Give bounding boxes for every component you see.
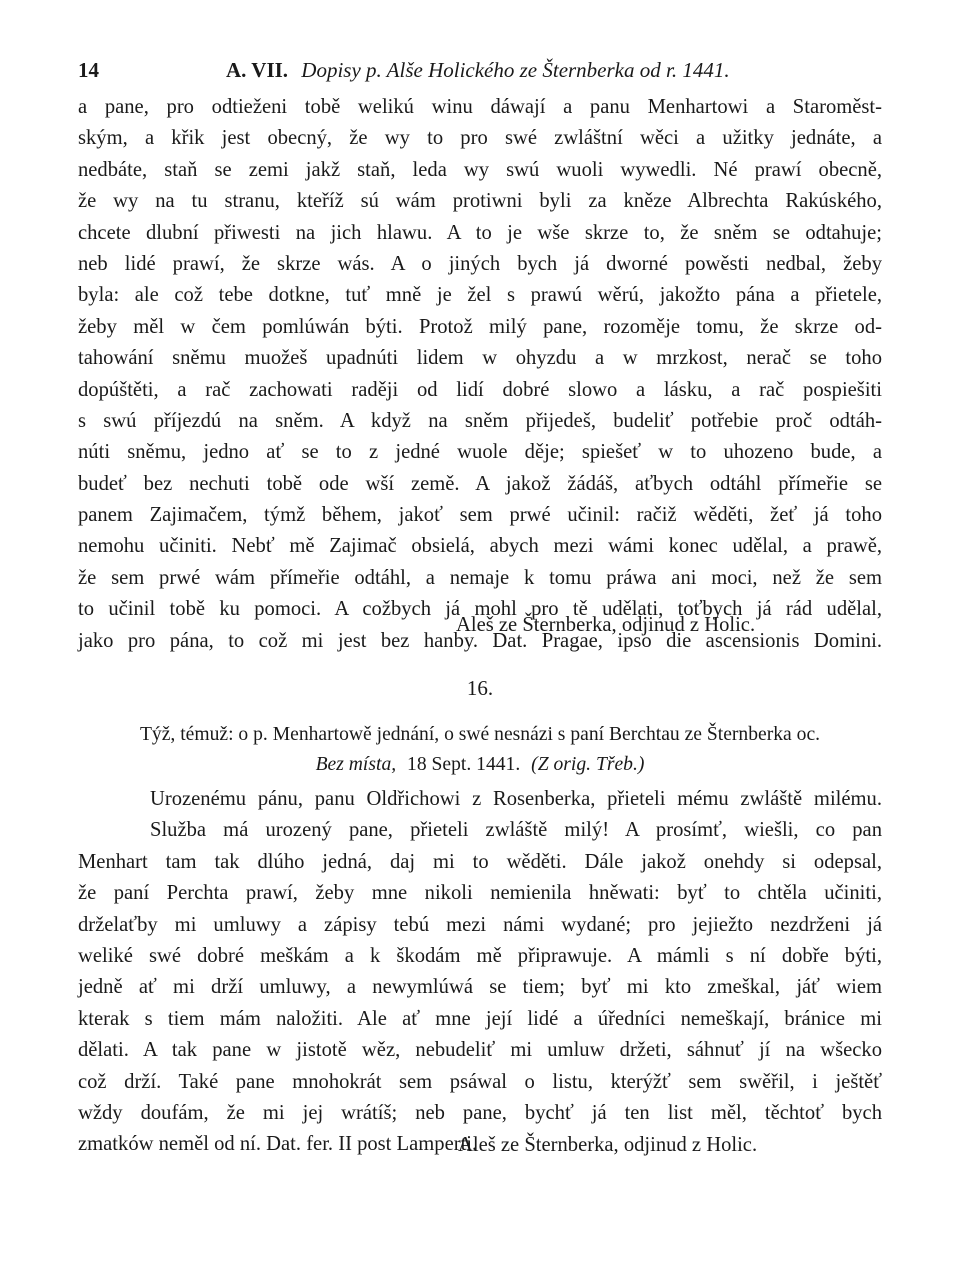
page-number: 14	[78, 58, 99, 82]
text-line: a pane, pro odtieženi tobě welikú winu dáwají a panu Menhartowi a Staroměst-	[78, 96, 882, 118]
text-line: byla: ale což tebe dotkne, tuť mně je žel s prawú wěrú, jakožto pána a přietele,	[78, 284, 882, 307]
text-line: žeby měl w čem pomlúwán býti. Protož milý pane, rozoměje tomu, že skrze od-	[78, 315, 882, 338]
text-line: což drží. Také pane mnohokrát sem psáwal o listu, kterýžť sem swěřil, i ještěť	[78, 1070, 882, 1093]
summary-meta	[80, 750, 880, 780]
running-head-title	[226, 58, 730, 83]
letter-15-body	[78, 92, 882, 657]
text-line: núti sněmu, jedno ať se to z jedné wuole děje; spiešeť w to uhozeno bude, a	[78, 441, 882, 464]
letter-16-body	[78, 784, 882, 1161]
text-line: jedně ať mi drží umluwy, a newymlúwá se tiem; byť mi kto zmeškal, jáť wiem	[78, 976, 882, 999]
text-line: že paní Perchta prawí, žeby mne nikoli nemienila hněwati: byť to chtěla učiniti,	[78, 882, 882, 905]
place-note: Bez místa,	[315, 754, 397, 775]
text-line: že wy na tu stranu, kteříž sú wám protiwni byli za kněze Albrechta Rakúského,	[78, 190, 882, 213]
source-note: (Z orig. Třeb.)	[531, 754, 645, 775]
date-note: 18 Sept. 1441.	[407, 754, 521, 775]
text-line: panem Zajimačem, týmž během, jakoť sem prwé učinil: račiž wěděti, žeť já toho	[78, 504, 882, 527]
text-line: budeť bez nechuti tobě ode wší země. A jakož žádáš, aťbych odtáhl přímeřie se	[78, 472, 882, 495]
text-line: zmatków neměl od ní. Dat. fer. II post Lamperti.	[78, 1133, 478, 1156]
summary-text: Týž, témuž: o p. Menhartowě jednání, o swé nesnázi s paní Berchtau ze Šternberka oc.	[139, 724, 821, 745]
section-title: Dopisy p. Alše Holického ze Šternberka od r. 1441.	[301, 58, 730, 82]
text-line: chcete dlubní přiwesti na jich hlawu. A to je wše skrze to, že sněm se odtahuje;	[78, 221, 882, 244]
text-line: neb lidé prawí, že skrze wás. A o jiných bych já dworné powěsti nedbal, žeby	[78, 252, 882, 275]
text-line: drželaťby mi umluwy a zápisy tebú mezi námi wydané; pro jejiežto nezdrženi já	[78, 913, 882, 936]
text-line: tahowání sněmu muožeš upadnúti lidem w ohyzdu a w mrzkost, nerač se toho	[78, 347, 882, 370]
text-line: nemohu učiniti. Nebť mě Zajimač obsielá, abych mezi wámi konec udělal, a prawě,	[78, 535, 882, 558]
address-line: Urozenému pánu, panu Oldřichowi z Rosenberka, přieteli mému zwláště milému.	[150, 788, 882, 810]
letter-16-summary	[80, 720, 880, 780]
text-line: kterak s tiem mám naložiti. Ale ať mne její lidé a úředníci nemeškají, bránice mi	[78, 1007, 882, 1030]
text-line: s swú příjezdú na sněm. A když na sněm přijedeš, budeliť potřebie proč odtáh-	[78, 409, 882, 432]
running-head	[78, 58, 882, 88]
text-line: Služba má urozený pane, přieteli zwláště milý! A prosímť, wiešli, co pan	[150, 819, 882, 842]
text-line: dopúštěti, a rač zachowati raději od lidí dobré slowo a lásku, a rač pospiešiti	[78, 378, 882, 401]
text-line: jako pro pána, to což mi jest bez hanby. Dat. Pragae, ipso die ascensionis Domini.	[78, 629, 882, 652]
text-line: nedbáte, staň se zemi jakž staň, leda wy swú wuoli wywedli. Né prawí obecně,	[78, 158, 882, 181]
letter-16-signature: Aleš ze Šternberka, odjinud z Holic.	[458, 1134, 758, 1156]
section-ref: A. VII.	[226, 58, 289, 82]
text-line: dělati. A tak pane w jistotě wěz, nebudeliť mi umluw držeti, sáhnuť jí na wšecko	[78, 1039, 882, 1062]
text-line: Menhart tam tak dlúho jedná, daj mi to wěděti. Dále jakož onehdy si odepsal,	[78, 850, 882, 873]
letter-number: 16.	[466, 676, 494, 700]
text-line: wždy doufám, že mi jej wrátíš; neb pane, bychť já ten list měl, těchtoť bych	[78, 1101, 882, 1124]
text-line: ským, a křik jest obecný, že wy to pro swé zwláštní wěci a užitky jednáte, a	[78, 127, 882, 150]
text-line: weliké swé dobré meškám a k škodám mě připrawuje. A mámli s ní dobře býti,	[78, 944, 882, 967]
text-line: to učinil tobě ku pomoci. A cožbych já mohl pro tě udělati, toťbych já rád udělal,	[78, 598, 882, 621]
letter-15-signature: Aleš ze Šternberka, odjinud z Holic.	[456, 614, 756, 636]
text-line: že sem prwé wám přímeřie odtáhl, a nemaje k tomu práwa ani moci, než že sem	[78, 566, 882, 589]
